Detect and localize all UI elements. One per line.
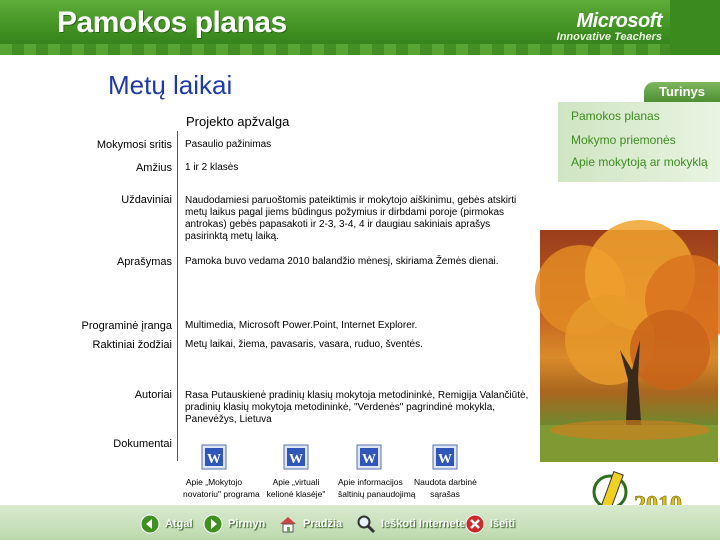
tab-contents[interactable]: Turinys <box>644 82 720 102</box>
arrow-left-icon <box>140 514 160 534</box>
tree-illustration <box>540 230 718 462</box>
nav-item-lesson-plan[interactable]: Pamokos planas <box>571 109 660 123</box>
page-title: Metų laikai <box>108 70 233 100</box>
autumn-tree-photo <box>540 230 718 462</box>
document-caption-line2: kelionė klasėje" <box>266 489 326 499</box>
value-area: Pasaulio pažinimas <box>185 139 272 150</box>
svg-text:W: W <box>438 452 452 467</box>
back-label: Atgal <box>165 518 193 530</box>
app-title: Pamokos planas <box>57 6 287 39</box>
document-caption-line2: šaltinių panaudojimą <box>338 489 416 499</box>
value-software: Multimedia, Microsoft Power.Point, Internet Explorer. <box>185 320 418 331</box>
document-link-1[interactable] <box>183 444 260 499</box>
brand-sub: Innovative Teachers <box>556 31 662 43</box>
document-caption-line2: novatoriu" programa <box>183 489 260 499</box>
svg-text:W: W <box>207 452 221 467</box>
header-corner-block <box>670 0 720 55</box>
exit-label: Išeiti <box>490 518 516 530</box>
document-caption-line1: Apie „virtuali <box>272 477 320 487</box>
footer-nav <box>0 505 720 540</box>
side-menu <box>558 102 720 182</box>
brand-name: Microsoft <box>576 10 662 32</box>
label-keywords: Raktiniai žodžiai <box>92 339 172 351</box>
value-keywords: Metų laikai, žiema, pavasaris, vasara, ruduo, šventės. <box>185 339 423 350</box>
microsoft-logo <box>557 10 662 43</box>
document-caption-line2: sąrašas <box>430 489 460 499</box>
label-area: Mokymosi sritis <box>96 139 172 151</box>
value-tasks: Naudodamiesi paruoštomis pateiktimis ir mokytojo aiškinimu, gebės atskirti metų laikus pagal jiems būdingus požymius ir dirbdami poroje (pirmokas antrokas) gebės papasakoti ir 2-3, 3-4, 4 ir daugiau sakiniais aprašys pasirinktą metų laiką. <box>185 195 517 242</box>
value-age: 1 ir 2 klasės <box>185 162 239 173</box>
document-caption-line1: Naudota darbinė <box>414 477 477 487</box>
label-description: Aprašymas <box>116 256 172 268</box>
word-document-icon <box>356 444 382 470</box>
close-icon <box>465 514 485 534</box>
value-description: Pamoka buvo vedama 2010 balandžio mėnesį, skiriama Žemės dienai. <box>185 256 499 267</box>
value-authors: Rasa Putauskienė pradinių klasių mokytoja metodininkė, Remigija Valančiūtė, pradinių klasių mokytoja metodininkė, "Verdenės" pagrindinė mokykla, Panevėžys, Lietuva <box>185 390 529 425</box>
svg-text:W: W <box>362 452 376 467</box>
document-link-4[interactable] <box>414 444 477 499</box>
word-document-icon <box>201 444 227 470</box>
search-icon <box>356 514 376 534</box>
forward-label: Pirmyn <box>228 518 266 530</box>
nav-item-materials[interactable]: Mokymo priemonės <box>571 133 676 147</box>
document-caption-line1: Apie „Mokytojo <box>185 477 243 487</box>
exit-button[interactable] <box>465 514 515 534</box>
nav-item-about-teacher[interactable]: Apie mokytoją ar mokyklą <box>571 155 708 169</box>
divider-line <box>177 131 178 461</box>
document-caption-line1: Apie informacijos <box>338 477 403 487</box>
word-document-icon <box>283 444 309 470</box>
label-software: Programinė įranga <box>81 320 172 332</box>
search-internet-button[interactable] <box>356 514 465 534</box>
app-header <box>0 0 720 55</box>
word-document-icon <box>432 444 458 470</box>
forward-button[interactable] <box>203 514 265 534</box>
label-tasks: Uždaviniai <box>121 194 172 206</box>
home-label: Pradžia <box>303 518 343 530</box>
section-title: Projekto apžvalga <box>186 114 290 129</box>
document-link-3[interactable] <box>338 444 416 499</box>
document-link-2[interactable] <box>265 444 327 499</box>
label-age: Amžius <box>135 162 172 174</box>
svg-text:W: W <box>289 452 303 467</box>
header-stripes <box>0 44 720 55</box>
arrow-right-icon <box>203 514 223 534</box>
label-documents: Dokumentai <box>113 438 172 450</box>
home-button[interactable] <box>278 514 342 534</box>
back-button[interactable] <box>140 514 193 534</box>
home-icon <box>278 514 298 534</box>
search-internet-label: Ieškoti Internete <box>381 518 466 530</box>
label-authors: Autoriai <box>134 389 172 401</box>
